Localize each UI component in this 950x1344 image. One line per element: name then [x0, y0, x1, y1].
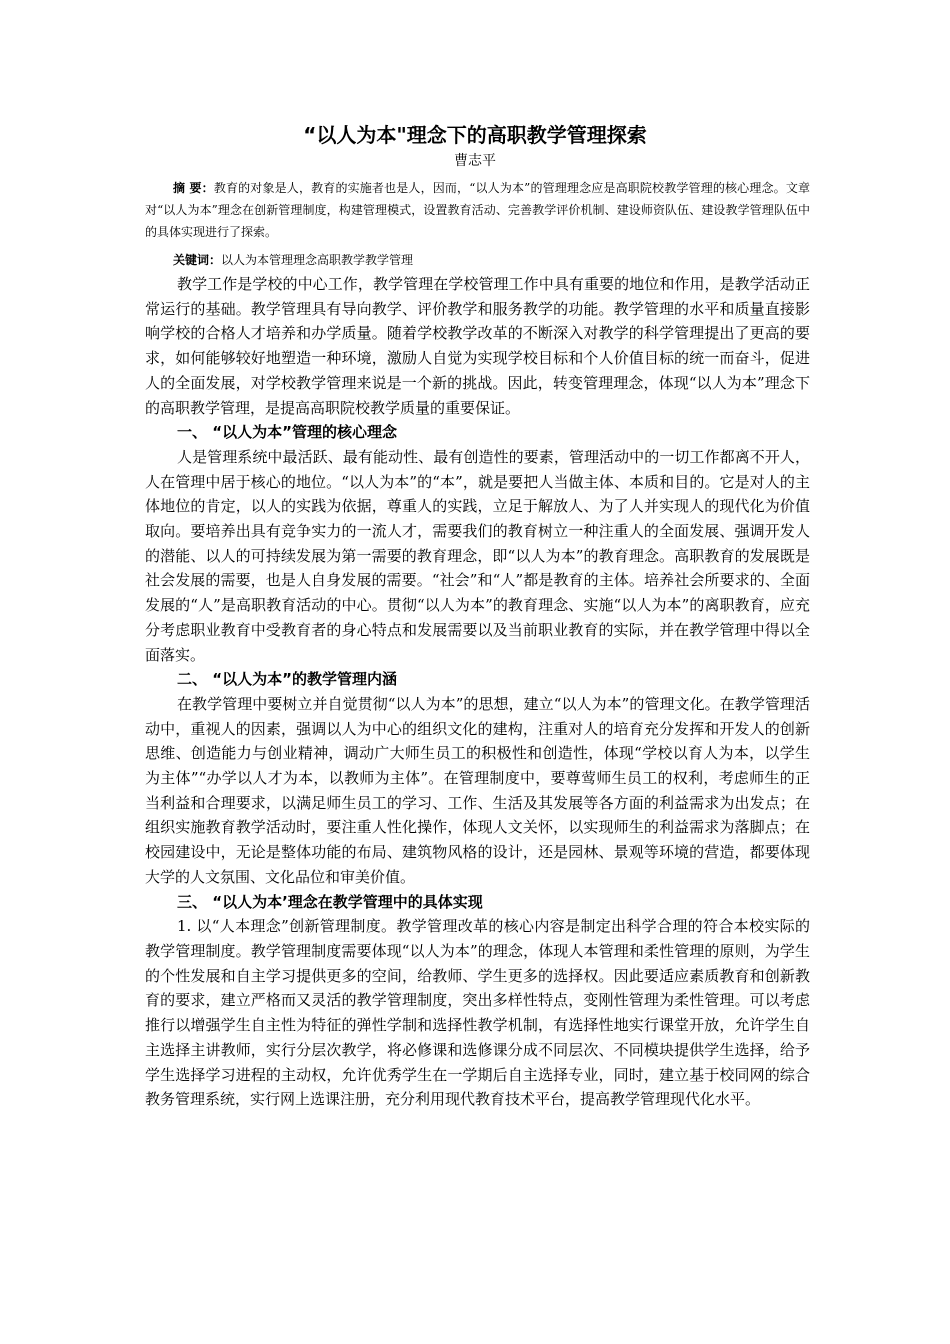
abstract-text: 教育的对象是人，教育的实施者也是人，因而，“以人为本”的管理理念应是高职院校教学管理的核心理念。文章对“以人为本”理念在创新管理制度，构建管理模式，设置教育活动、完善教学评价机制、建设师资队伍、建设教学管理队伍中的具体实现进行了探索。 — [145, 181, 810, 239]
section-heading-1: 一、 “以人为本”管理的核心理念 — [177, 423, 397, 442]
section-heading-3: 三、 “以人为本’理念在教学管理中的具体实现 — [177, 892, 483, 911]
keywords — [145, 249, 810, 271]
document-body — [145, 272, 810, 1112]
keywords-label: 关键词： — [173, 253, 222, 267]
section-heading-2: 二、 “以人为本”的教学管理内涵 — [177, 670, 397, 689]
abstract-label: 摘 要： — [173, 181, 214, 195]
keywords-text: 以人为本管理理念高职教学教学管理 — [221, 253, 414, 267]
author-name: 曹志平 — [454, 153, 496, 169]
section-paragraph-3: 1. 以“人本理念”创新管理制度。教学管理改革的核心内容是制定出科学合理的符合本校实际的教学管理制度。教学管理制度需要体现“以人为本”的理念，体现人本管理和柔性管理的原则，为学生的个性发展和自主学习提供更多的空间，给教师、学生更多的选择权。因此要适应素质教育和创新教育的要求，建立严格而又灵活的教学管理制度，突出多样性特点，变刚性管理为柔性管理。可以考虑推行以增强学生自主性为特征的弹性学制和选择性教学机制，有选择性地实行课堂开放，允许学生自主选择主讲教师，实行分层次教学，将必修课和选修课分成不同层次、不同模块提供学生选择，给予学生选择学习进程的主动权，允许优秀学生在一学期后自主选择专业，同时，建立基于校同网的综合教务管理系统，实行网上选课注册，充分利用现代教育技术平台，提高教学管理现代化水平。 — [145, 917, 810, 1109]
intro-paragraph: 教学工作是学校的中心工作，教学管理在学校管理工作中具有重要的地位和作用，是教学活动正常运行的基础。教学管理具有导向教学、评价教学和服务教学的功能。教学管理的水平和质量直接影响学校的合格人才培养和办学质量。随着学校教学改革的不断深入对教学的科学管理提出了更高的要求，如何能够较好地塑造一种环境，激励人自觉为实现学校目标和个人价值目标的统一而奋斗，促进人的全面发展，对学校教学管理来说是一个新的挑战。因此，转变管理理念，体现“以人为本”理念下的高职教学管理，是提高高职院校教学质量的重要保证。 — [145, 275, 810, 417]
section-paragraph-1: 人是管理系统中最活跃、最有能动性、最有创造性的要素，管理活动中的一切工作都离不开人，人在管理中居于核心的地位。“以人为本”的“本”，就是要把人当做主体、本质和目的。它是对人的主体地位的肯定，以人的实践为依据，尊重人的实践，立足于解放人、为了人并实现人的现代化为价值取向。要培养出具有竞争实力的一流人才，需要我们的教育树立一种注重人的全面发展、强调开发人的潜能、以人的可持续发展为第一需要的教育理念，即“以人为本”的教育理念。高职教育的发展既是社会发展的需要，也是人自身发展的需要。“社会”和“人”都是教育的主体。培养社会所要求的、全面发展的“人”是高职教育活动的中心。贯彻“以人为本”的教育理念、实施“以人为本”的离职教育，应充分考虑职业教育中受教育者的身心特点和发展需要以及当前职业教育的实际，并在教学管理中得以全面落实。 — [145, 447, 810, 664]
abstract — [145, 177, 810, 243]
document-title: “以人为本"理念下的高职教学管理探索 — [303, 123, 647, 147]
section-paragraph-2: 在教学管理中要树立并自觉贯彻“以人为本”的思想，建立“以人为本”的管理文化。在教学管理活动中，重视人的因素，强调以人为中心的组织文化的建构，注重对人的培育充分发挥和开发人的创新思维、创造能力与创业精神，调动广大师生员工的积极性和创造性，体现“学校以育人为本，以学生为主体”“办学以人才为本，以教师为主体”。在管理制度中，要尊莺师生员工的权利，考虑师生的正当利益和合理要求，以满足师生员工的学习、工作、生活及其发展等各方面的利益需求为出发点；在组织实施教育教学活动时，要注重人性化操作，体现人文关怀，以实现师生的利益需求为落脚点；在校园建设中，无论是整体功能的布局、建筑物风格的设计，还是园林、景观等环境的营造，都要体现大学的人文氛围、文化品位和审美价值。 — [145, 694, 810, 886]
